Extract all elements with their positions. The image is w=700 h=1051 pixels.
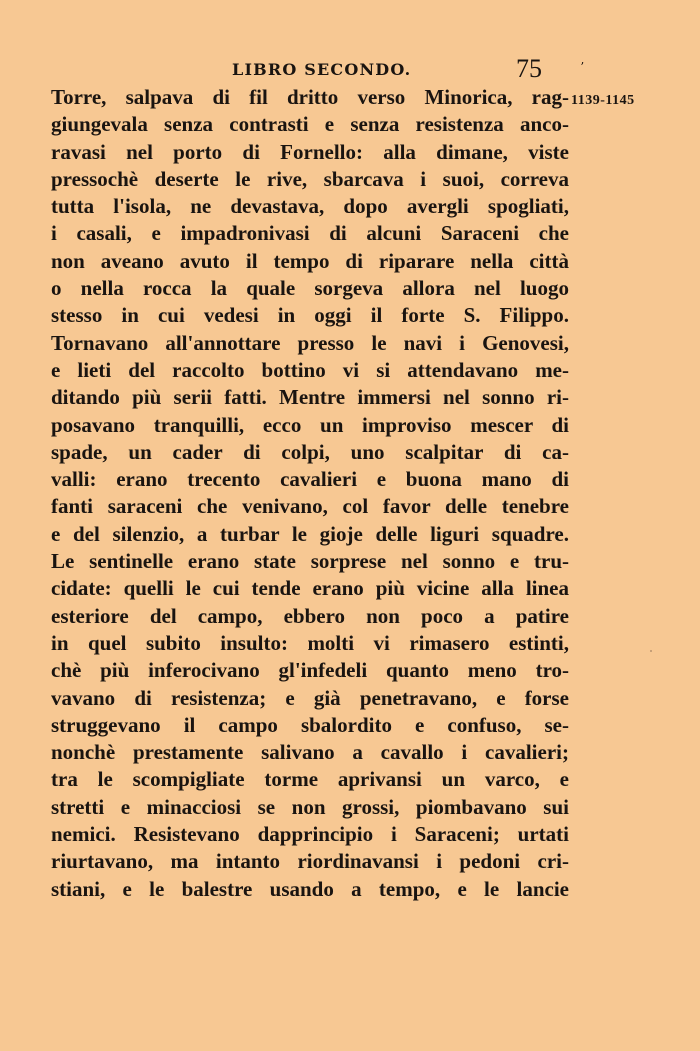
text-line: posavano tranquilli, ecco un improviso mescer di (51, 412, 569, 437)
text-line: Le sentinelle erano state sorprese nel sonno e tru- (51, 549, 569, 574)
text-line: Torre, salpava di fil dritto verso Minorica, rag- (51, 85, 569, 109)
text-line: nonchè prestamente salivano a cavallo i cavalieri; (51, 740, 569, 765)
text-line: e del silenzio, a turbar le gioje delle liguri squadre. (51, 521, 569, 546)
text-line: in quel subito insulto: molti vi rimasero estinti, (51, 630, 569, 655)
text-line: vavano di resistenza; e già penetravano, e forse (51, 685, 569, 710)
text-line: non aveano avuto il tempo di riparare nella città (51, 248, 569, 273)
text-line: ravasi nel porto di Fornello: alla dimane, viste (51, 139, 569, 164)
text-line: giungevala senza contrasti e senza resistenza anco- (51, 112, 569, 137)
text-line: stretti e minacciosi se non grossi, piombavano sui (51, 794, 569, 819)
text-line: stiani, e le balestre usando a tempo, e le lancie (51, 876, 569, 901)
text-line: o nella rocca la quale sorgeva allora nel luogo (51, 276, 569, 301)
text-line: spade, un cader di colpi, uno scalpitar di ca- (51, 439, 569, 464)
text-line: Tornavano all'annottare presso le navi i Genovesi, (51, 330, 569, 355)
text-line: chè più inferocivano gl'infedeli quanto meno tro- (51, 658, 569, 683)
margin-date-note: 1139-1145 (571, 93, 635, 108)
text-line: e lieti del raccolto bottino vi si attendavano me- (51, 357, 569, 382)
text-line: struggevano il campo sbalordito e confuso, se- (51, 712, 569, 737)
text-line: i casali, e impadronivasi di alcuni Saraceni che (51, 221, 569, 246)
page-number: 75 (516, 54, 542, 83)
text-line: riurtavano, ma intanto riordinavansi i pedoni cri- (51, 849, 569, 874)
text-line: valli: erano trecento cavalieri e buona mano di (51, 467, 569, 492)
text-line: stesso in cui vedesi in oggi il forte S. Filippo. (51, 303, 569, 328)
text-line: fanti saraceni che venivano, col favor delle tenebre (51, 494, 569, 519)
head-mark: ʼ (580, 60, 584, 74)
text-line: tutta l'isola, ne devastava, dopo avergli spogliati, (51, 194, 569, 219)
running-title: LIBRO SECONDO. (232, 60, 412, 79)
text-line: ditando più serii fatti. Mentre immersi nel sonno ri- (51, 385, 569, 410)
text-line: nemici. Resistevano dapprincipio i Saraceni; urtati (51, 822, 569, 847)
text-line: esteriore del campo, ebbero non poco a patire (51, 603, 569, 628)
body-text (51, 84, 569, 903)
text-line: tra le scompigliate torme aprivansi un varco, e (51, 767, 569, 792)
paper-speck (650, 650, 652, 652)
text-line: pressochè deserte le rive, sbarcava i suoi, correva (51, 166, 569, 191)
text-line: cidate: quelli le cui tende erano più vicine alla linea (51, 576, 569, 601)
